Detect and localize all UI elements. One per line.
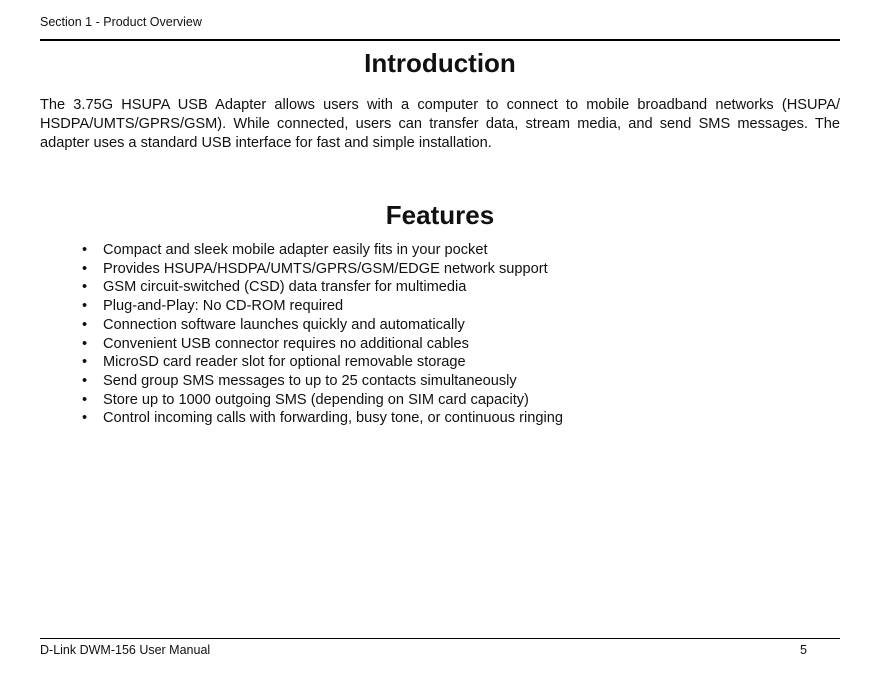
bullet-icon: • [82,260,88,277]
introduction-title: Introduction [364,48,516,78]
feature-item [80,316,563,335]
feature-text: Control incoming calls with forwarding, busy tone, or continuous ringing [103,410,563,427]
feature-item [80,278,563,297]
feature-item [80,260,563,279]
bullet-icon: • [82,372,88,389]
bullet-icon: • [82,316,88,333]
feature-item [80,297,563,316]
feature-item [80,335,563,354]
feature-item [80,372,563,391]
features-list [80,241,563,428]
feature-text: MicroSD card reader slot for optional removable storage [103,354,466,371]
feature-text: Send group SMS messages to up to 25 contacts simultaneously [103,372,517,389]
introduction-body: The 3.75G HSUPA USB Adapter allows users with a computer to connect to mobile broadband networks (HSUPA/ HSDPA/UMTS/GPRS/GSM). While connected, users can transfer data, stream media, and send SMS messages. The adapter uses a standard USB interface for fast and simple installation. [40,97,840,151]
feature-text: Provides HSUPA/HSDPA/UMTS/GPRS/GSM/EDGE network support [103,260,548,277]
feature-item [80,353,563,372]
feature-text: Store up to 1000 outgoing SMS (depending on SIM card capacity) [103,391,529,408]
bullet-icon: • [82,335,88,352]
footer-rule [40,638,840,639]
feature-text: GSM circuit-switched (CSD) data transfer for multimedia [103,279,467,296]
feature-text: Connection software launches quickly and automatically [103,316,465,333]
feature-text: Compact and sleek mobile adapter easily fits in your pocket [103,242,488,258]
feature-text: Convenient USB connector requires no additional cables [103,335,469,352]
page-number: 5 [800,643,807,657]
bullet-icon: • [82,391,88,408]
feature-text: Plug-and-Play: No CD-ROM required [103,298,344,315]
feature-item [80,241,563,260]
bullet-icon: • [82,354,88,371]
footer-manual-title: D-Link DWM-156 User Manual [40,643,211,657]
bullet-icon: • [82,242,88,258]
feature-item [80,409,563,428]
features-title: Features [385,200,495,230]
bullet-icon: • [82,279,88,296]
feature-item [80,391,563,410]
bullet-icon: • [82,410,88,427]
bullet-icon: • [82,298,88,315]
section-header: Section 1 - Product Overview [40,15,202,29]
header-rule [40,39,840,41]
